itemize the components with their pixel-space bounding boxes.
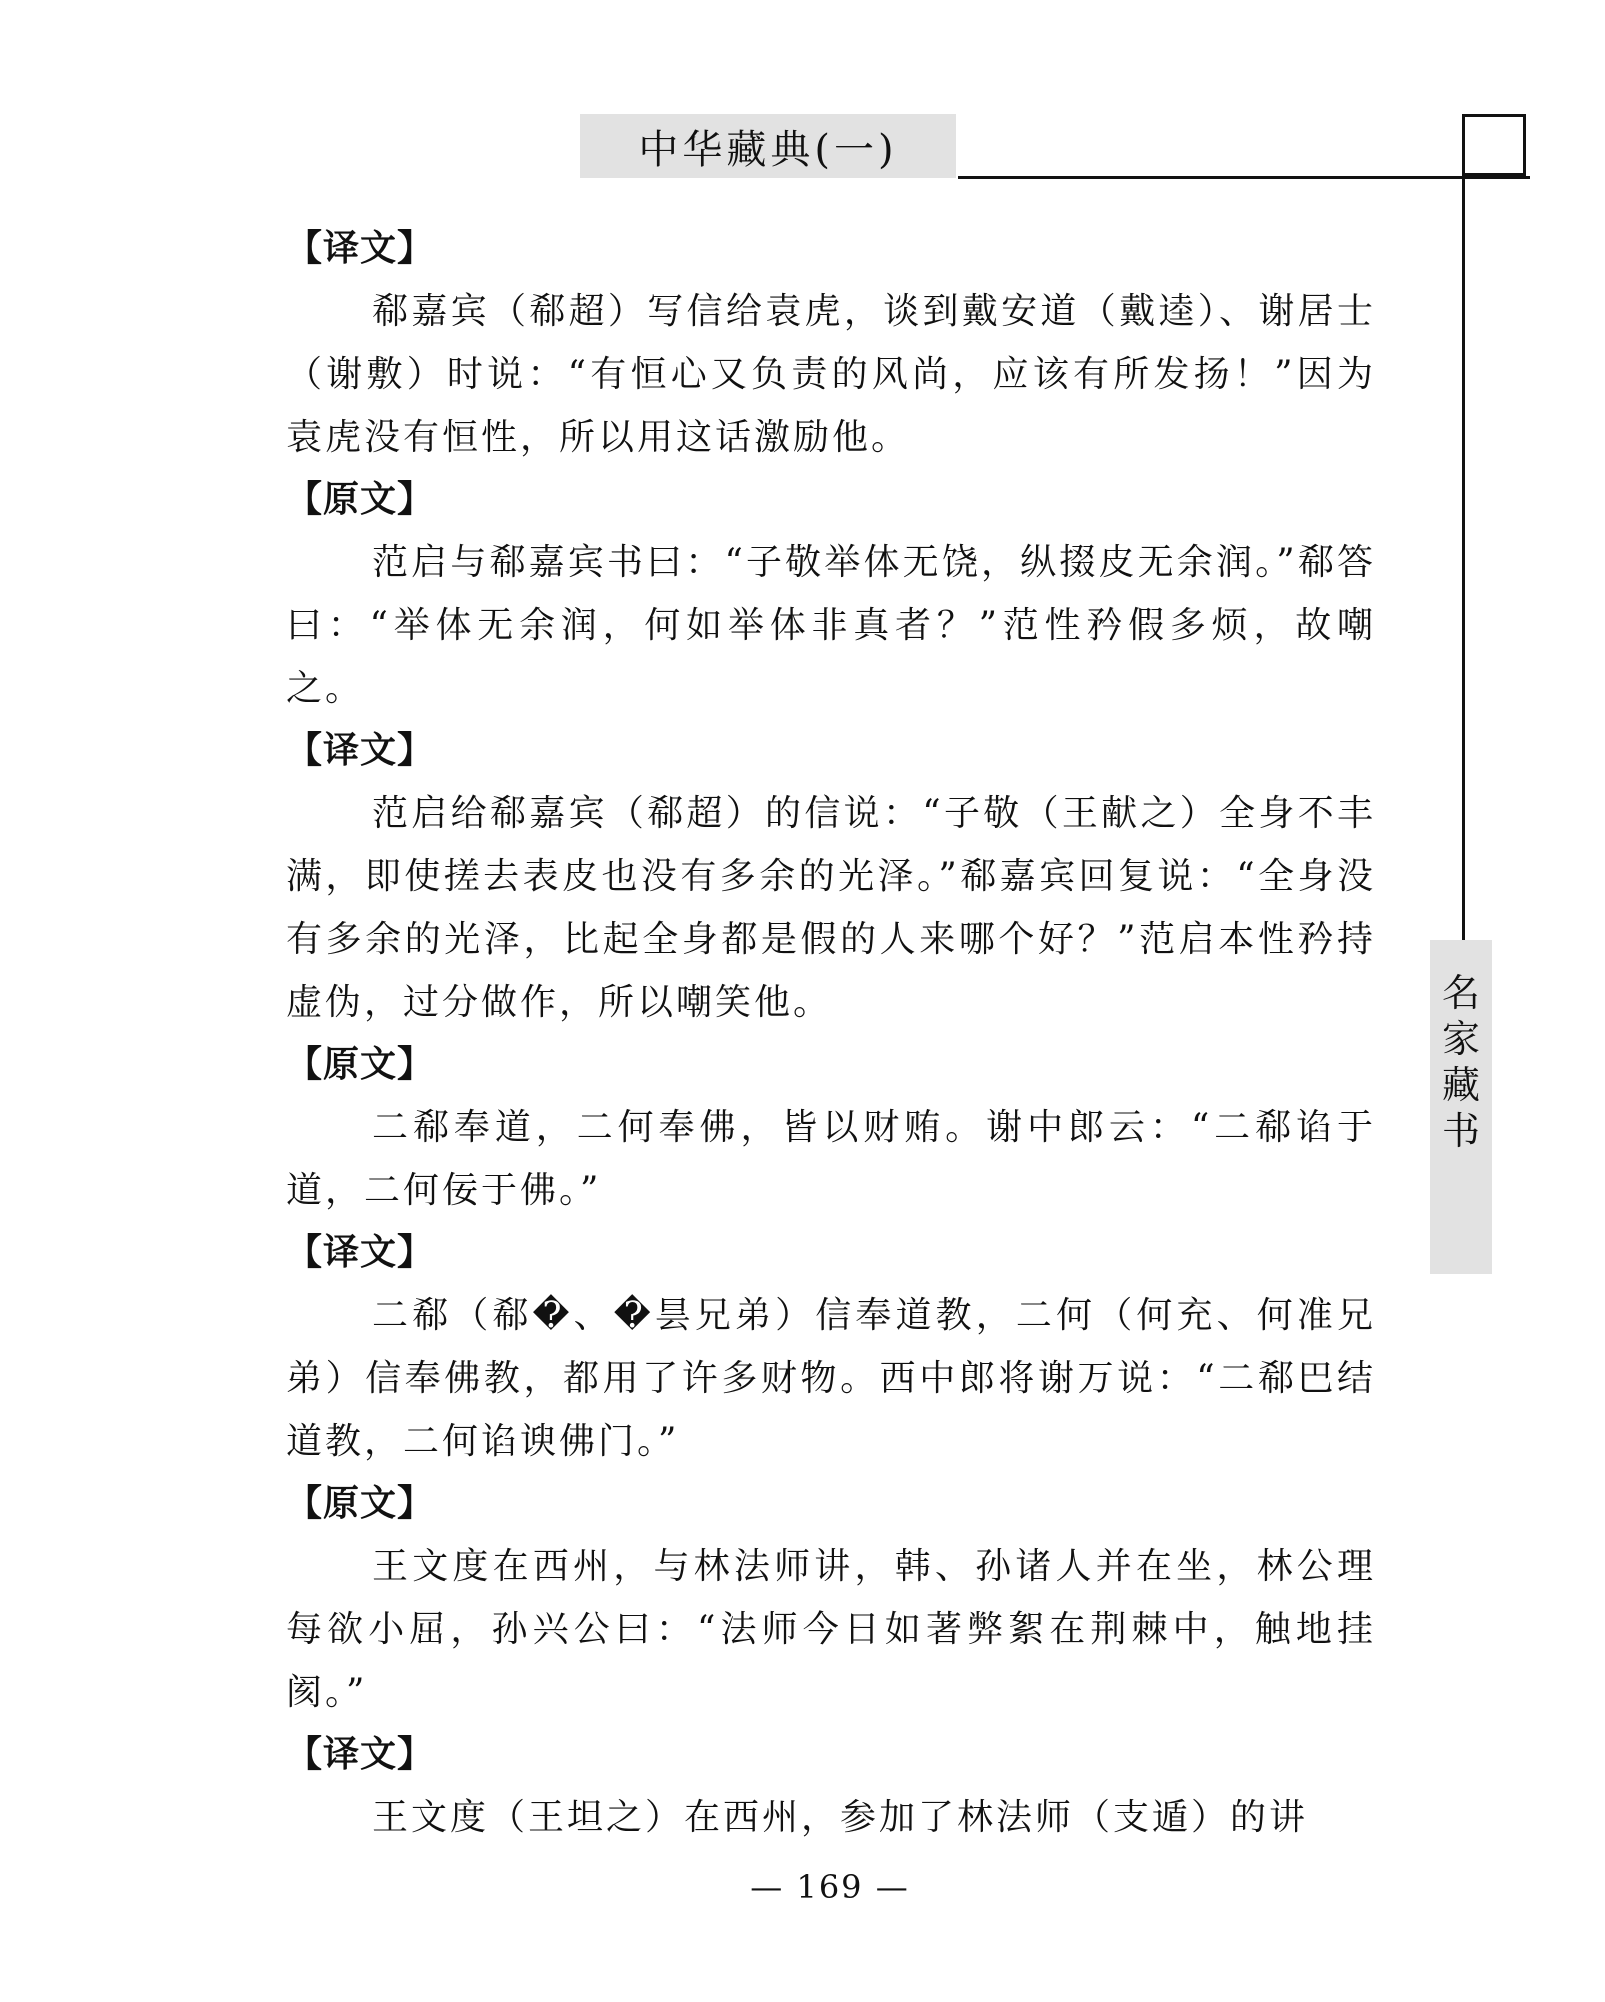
- side-tab-char: 书: [1441, 1109, 1480, 1153]
- book-title-banner: [580, 114, 956, 178]
- header-rule: [958, 176, 1530, 179]
- translation-paragraph: 范启给郗嘉宾（郗超）的信说：“子敬（王献之）全身不丰满，即使搓去表皮也没有多余的光泽。”郗嘉宾回复说：“全身没有多余的光泽，比起全身都是假的人来哪个好？”范启本性矜持虚伪，过分做作，所以嘲笑他。: [286, 793, 1376, 1023]
- section-heading-translation: 【译文】: [286, 1232, 435, 1273]
- translation-paragraph: 王文度（王坦之）在西州，参加了林法师（支遁）的讲: [372, 1797, 1309, 1838]
- corner-square-ornament: [1462, 114, 1526, 176]
- page-number: — 169 —: [750, 1868, 910, 1906]
- section-heading-original: 【原文】: [286, 1483, 435, 1524]
- margin-vertical-rule: [1462, 114, 1465, 940]
- section-heading-translation: 【译文】: [286, 730, 435, 771]
- translation-paragraph: 二郗（郗�、�昙兄弟）信奉道教，二何（何充、何准兄弟）信奉佛教，都用了许多财物。西中郎将谢万说：“二郗巴结道教，二何谄谀佛门。”: [286, 1295, 1376, 1462]
- side-tab-collection-label: [1430, 940, 1492, 1274]
- original-paragraph: 王文度在西州，与林法师讲，韩、孙诸人并在坐，林公理每欲小屈，孙兴公曰：“法师今日如著弊絮在荆棘中，触地挂阂。”: [286, 1546, 1376, 1713]
- side-tab-char: 名: [1441, 971, 1480, 1015]
- side-tab-char: 家: [1441, 1017, 1480, 1061]
- translation-paragraph: 郗嘉宾（郗超）写信给袁虎，谈到戴安道（戴逵）、谢居士（谢敷）时说：“有恒心又负责的风尚，应该有所发扬！”因为袁虎没有恒性，所以用这话激励他。: [286, 291, 1376, 458]
- page-body: [286, 218, 1376, 1849]
- book-title: 中华藏典(一): [638, 126, 898, 173]
- original-paragraph: 二郗奉道，二何奉佛，皆以财贿。谢中郎云：“二郗谄于道，二何佞于佛。”: [286, 1107, 1376, 1211]
- section-heading-translation: 【译文】: [286, 1734, 435, 1775]
- original-paragraph: 范启与郗嘉宾书曰：“子敬举体无饶，纵掇皮无余润。”郗答曰：“举体无余润，何如举体非真者？”范性矜假多烦，故嘲之。: [286, 542, 1376, 709]
- section-heading-original: 【原文】: [286, 479, 435, 520]
- section-heading-original: 【原文】: [286, 1044, 435, 1085]
- section-heading-translation: 【译文】: [286, 228, 435, 269]
- side-tab-char: 藏: [1441, 1063, 1480, 1107]
